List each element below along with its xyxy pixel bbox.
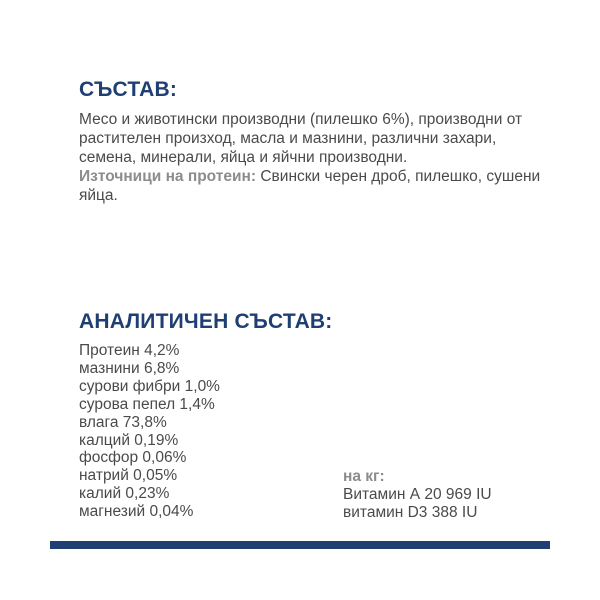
analytical-heading: АНАЛИТИЧЕН СЪСТАВ: <box>79 310 333 333</box>
protein-sources-text: Свински черен дроб, пилешко, сушени яйца. <box>79 168 541 204</box>
vitamin-a: Витамин А 20 969 IU <box>343 486 492 503</box>
vitamins-block <box>343 468 492 522</box>
analytical-item-moisture: влага 73,8% <box>79 413 167 431</box>
footer-bar <box>50 541 550 549</box>
composition-ingredients: Месо и животински производни (пилешко 6%), производни от растителен произход, масла и мазнини, различни захари, семена, минерали, яйца и яйчни производни. <box>79 111 523 166</box>
protein-sources-label: Източници на протеин: <box>79 168 257 185</box>
per-kg-label: на кг: <box>343 468 385 485</box>
analytical-item-protein: Протеин 4,2% <box>79 342 180 359</box>
analytical-item-magnesium: магнезий 0,04% <box>79 503 194 521</box>
analytical-item-potassium: калий 0,23% <box>79 485 170 503</box>
analytical-item-calcium: калций 0,19% <box>79 431 179 449</box>
analytical-item-ash: сурова пепел 1,4% <box>79 395 215 413</box>
analytical-item-sodium: натрий 0,05% <box>79 467 178 485</box>
composition-heading: СЪСТАВ: <box>79 78 178 101</box>
vitamin-d3: витамин D3 388 IU <box>343 504 478 521</box>
analytical-item-fat: мазнини 6,8% <box>79 359 180 377</box>
analytical-item-fiber: сурови фибри 1,0% <box>79 377 220 395</box>
analytical-list <box>79 342 220 521</box>
composition-description <box>79 110 549 205</box>
analytical-item-phosphorus: фосфор 0,06% <box>79 449 187 467</box>
